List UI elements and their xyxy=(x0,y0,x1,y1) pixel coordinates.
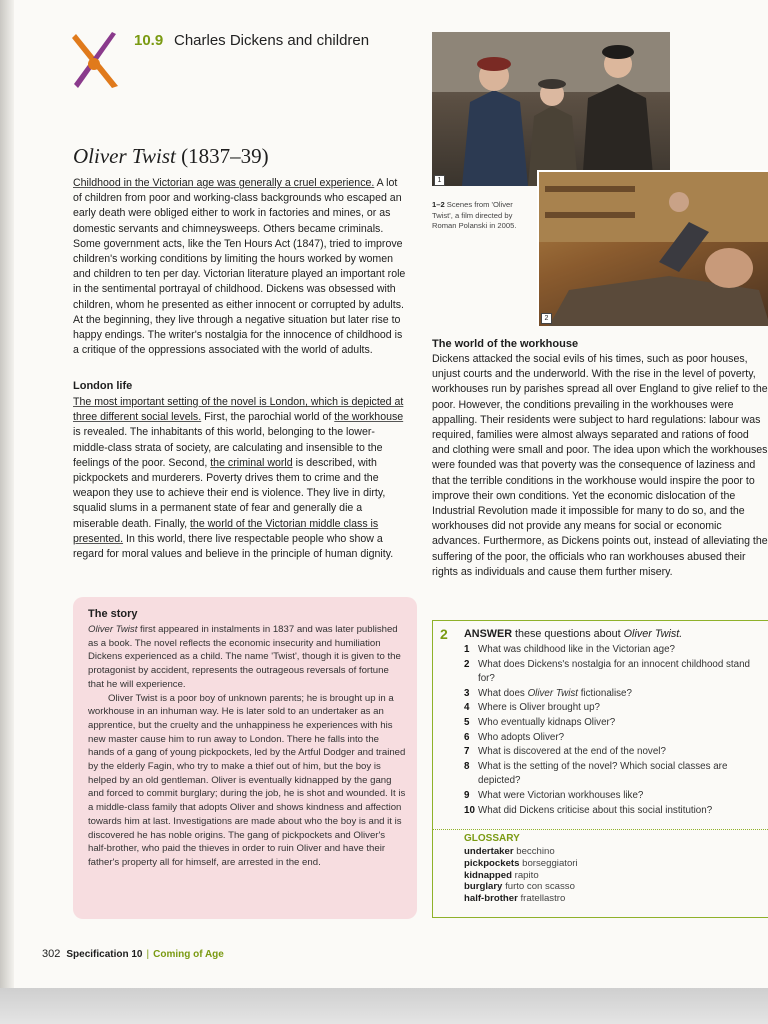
film-still-2 xyxy=(537,170,768,326)
question-text: What is the setting of the novel? Which social classes are depicted? xyxy=(478,760,728,787)
image-tag-2: 2 xyxy=(541,313,552,324)
london-s6: is described, with pickpockets and murderers. Poverty drives them to crime and the weapon they use to achieve their end is violence. They live in dirty, squalid slums in a permanent state of fear and generally die a miserable death. Finally, xyxy=(73,456,386,530)
question-item xyxy=(464,731,768,746)
question-number: 5 xyxy=(464,716,470,728)
intro-body: A lot of children from poor and working-class backgrounds who escaped an early death were obliged either to work in factories and mines, or as domestic servants and chimneysweeps. Others became criminals. Some government acts, like the Ten Hours Act (1847), tried to improve children's working conditions by limiting the hours worked by women and children to ten per day. Victorian literature played an important role in the sentimental portrayal of childhood. Dickens was obsessed with children, whom he presented as either innocent or corrupted by adults. At the beginning, they live through a negative situation but later rise to happy endings. The writer's nostalgia for the innocence of childhood is a critique of the oppressions associated with the world of adults. xyxy=(73,177,406,357)
london-s2: First, the parochial world of xyxy=(201,411,335,424)
story-paragraph-2: Oliver Twist is a poor boy of unknown parents; he is brought up in a workhouse in an inhuman way. He is later sold to an undertaker as an apprentice, but the cruelty and the unhappiness he experiences with his new master cause him to run away to London. There he falls into the hands of a gang of young pickpockets, led by the Artful Dodger and trained by the elderly Fagin, who try to make a thief out of him, but the boy is helped by an old gentleman. Oliver is eventually kidnapped by the gang and forced to commit burglary; during the job, he is shot and wounded. It is a middle-class family that adopts Oliver and shows kindness and affection towards him at last. Investigations are made about who the boy is and it is discovered he has noble origins. The gang of pickpockets and Oliver's half-brother, who paid the thieves in order to ruin Oliver and have their father's property all for himself, are arrested in the end. xyxy=(88,692,406,868)
question-number: 1 xyxy=(464,644,470,655)
glossary-translation: fratellastro xyxy=(520,893,566,905)
image-tag-1: 1 xyxy=(434,175,445,186)
story-paragraph-1 xyxy=(88,623,406,692)
question-number: 9 xyxy=(464,789,470,801)
image-caption xyxy=(432,200,532,232)
glossary-list xyxy=(464,846,578,905)
question-item xyxy=(464,716,768,731)
story-p1-body: first appeared in instalments in 1837 and was later published as a book. The novel reflects the economic insecurity and humiliation Dickens experienced as a child. The name 'Twist', though it is given to the protagonist by accident, represents the outrageous reversals of fortune that he will experience. xyxy=(88,624,401,690)
glossary-entry xyxy=(464,870,578,882)
question-text: What were Victorian workhouses like? xyxy=(478,789,644,801)
glossary-entry xyxy=(464,893,578,905)
film-still-2-figures xyxy=(539,172,768,326)
title-work: Oliver Twist xyxy=(73,144,176,168)
scan-background xyxy=(0,988,768,1024)
intro-paragraph xyxy=(73,176,408,358)
london-s8: In this world, there live respectable people who show a regard for moral values and believe in the principle of human dignity. xyxy=(73,532,394,561)
workhouse-paragraph: Dickens attacked the social evils of his times, such as poor houses, unjust courts and the underworld. With the rise in the level of poverty, workhouses run by parishes spread all over England to give relief to the poor. However, the conditions prevailing in the workhouses were appalling. Their residents were subject to hard regulations: labour was required, families were almost always separated and rations of food and clothing were small and poor. The idea upon which the workhouses were founded was that poverty was the consequence of laziness and that the terrible conditions in the workhouse would inspire the poor to improve their own conditions. Yet the economic dislocation of the Industrial Revolution made it impossible for many to do so, and the workhouses did not provide any means for social or economic advances. Furthermore, as Dickens points out, instead of alleviating the suffering of the poor, the officials who ran workhouses abused their rights as individuals and cause them further misery. xyxy=(432,353,768,578)
question-text-post: fictionalise? xyxy=(578,687,632,699)
question-item xyxy=(464,745,768,760)
exercise-instruction xyxy=(464,628,682,640)
film-still-1-figures xyxy=(432,32,670,186)
glossary-term: burglary xyxy=(464,881,503,893)
london-s4: is revealed. The inhabitants of this world, belonging to the lower-middle-class strata of society, are calculating and insensible to the feelings of the poor. Second, xyxy=(73,426,383,469)
question-number: 4 xyxy=(464,702,470,714)
question-item xyxy=(464,701,768,716)
glossary-translation: furto con scasso xyxy=(505,881,575,893)
question-text: Who adopts Oliver? xyxy=(478,731,565,743)
section-number: 10.9 xyxy=(134,32,164,49)
london-s7: the world of the Victorian middle class is presented. xyxy=(73,517,379,545)
story-text xyxy=(88,623,406,870)
story-work-title: Oliver Twist xyxy=(88,624,138,635)
london-life-heading: London life xyxy=(73,380,133,392)
footer-part-title: Coming of Age xyxy=(153,949,224,960)
question-number: 3 xyxy=(464,687,470,699)
london-s5: the criminal world xyxy=(210,456,293,469)
question-number: 10 xyxy=(464,804,475,816)
question-text: What does Dickens's nostalgia for an innocent childhood stand for? xyxy=(478,658,750,685)
exercise-work-title: Oliver Twist. xyxy=(623,628,683,640)
question-text-pre: What does xyxy=(478,687,528,699)
glossary-term: half-brother xyxy=(464,893,518,905)
film-still-1 xyxy=(432,32,670,186)
glossary-entry xyxy=(464,858,578,870)
glossary-translation: becchino xyxy=(516,846,555,857)
question-item xyxy=(464,687,768,702)
london-s3: the workhouse xyxy=(334,411,404,424)
question-text: What was childhood like in the Victorian age? xyxy=(478,644,675,655)
question-item xyxy=(464,804,768,819)
question-number: 2 xyxy=(464,658,470,670)
page-number: 302 xyxy=(42,948,61,960)
footer-separator: | xyxy=(146,949,150,960)
title-dates: (1837–39) xyxy=(181,144,269,168)
question-item xyxy=(464,789,768,804)
caption-text: Scenes from 'Oliver Twist', a film directed by Roman Polanski in 2005. xyxy=(432,200,517,230)
glossary-translation: rapito xyxy=(514,869,539,881)
caption-number: 1–2 xyxy=(432,200,445,209)
exercise-verb: ANSWER xyxy=(464,628,512,640)
glossary-term: kidnapped xyxy=(464,869,512,881)
question-number: 8 xyxy=(464,760,470,772)
question-number: 6 xyxy=(464,731,470,743)
question-item xyxy=(464,658,768,687)
question-number: 7 xyxy=(464,746,470,758)
workhouse-heading: The world of the workhouse xyxy=(432,338,579,350)
question-text: What is discovered at the end of the novel? xyxy=(478,746,666,758)
exercise-instruction-text: these questions about xyxy=(512,628,624,640)
glossary-title: GLOSSARY xyxy=(464,833,520,844)
story-heading: The story xyxy=(88,608,138,620)
question-item xyxy=(464,643,768,658)
page-footer xyxy=(42,948,224,960)
question-text: Who eventually kidnaps Oliver? xyxy=(478,716,616,728)
glossary-translation: borseggiatori xyxy=(522,857,578,869)
question-text: Where is Oliver brought up? xyxy=(478,702,600,714)
glossary-term: undertaker xyxy=(464,846,514,857)
glossary-entry xyxy=(464,881,578,893)
glossary-term: pickpockets xyxy=(464,857,520,869)
book-spine xyxy=(0,0,14,988)
glossary-divider xyxy=(432,829,768,830)
london-life-paragraph xyxy=(73,395,408,562)
crossed-quill-icon xyxy=(68,30,124,90)
glossary-entry xyxy=(464,846,578,858)
exercise-number: 2 xyxy=(440,626,448,642)
question-item xyxy=(464,760,768,789)
question-text: What did Dickens criticise about this social institution? xyxy=(478,804,713,816)
page-title xyxy=(73,144,269,169)
london-s1: The most important setting of the novel is London, which is depicted at three different social levels. xyxy=(73,396,404,424)
question-list xyxy=(464,643,768,818)
section-title: Charles Dickens and children xyxy=(174,32,370,49)
intro-lead: Childhood in the Victorian age was generally a cruel experience. xyxy=(73,177,375,189)
footer-specification: Specification 10 xyxy=(66,949,143,960)
question-work-title: Oliver Twist xyxy=(527,687,578,699)
